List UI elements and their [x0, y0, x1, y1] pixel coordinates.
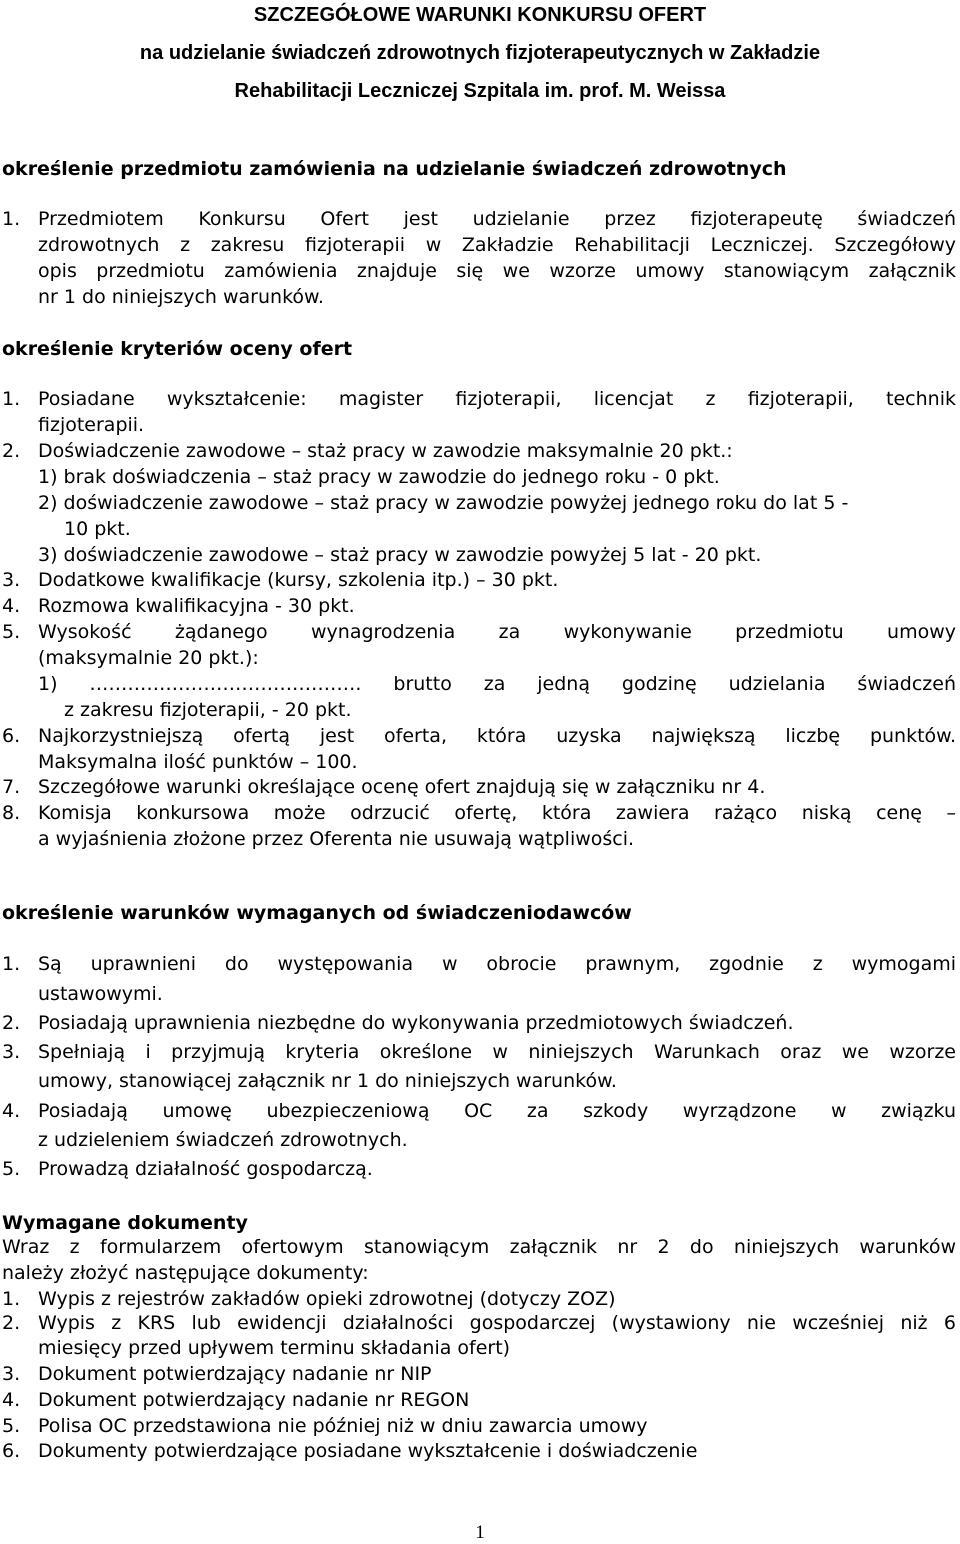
list-number: 3. — [2, 1363, 21, 1385]
title-line-2: na udzielanie świadczeń zdrowotnych fizjoterapeutycznych w Zakładzie — [139, 42, 821, 64]
list-item-line: (maksymalnie 20 pkt.): — [38, 647, 259, 669]
section-heading-criteria: określenie kryteriów oceny ofert — [2, 338, 353, 360]
sub-list-item: 1) brak doświadczenia – staż pracy w zawodzie do jednego roku - 0 pkt. — [38, 466, 720, 488]
sub-list-item: z zakresu fizjoterapii, - 20 pkt. — [64, 699, 352, 721]
section-heading-subject: określenie przedmiotu zamówienia na udzielanie świadczeń zdrowotnych — [2, 158, 787, 180]
list-item-line: Doświadczenie zawodowe – staż pracy w zawodzie maksymalnie 20 pkt.: — [38, 440, 733, 462]
list-number: 4. — [2, 595, 21, 617]
list-item-line: fizjoterapii. — [38, 414, 145, 436]
title-line-3: Rehabilitacji Leczniczej Szpitala im. prof. M. Weissa — [234, 80, 726, 102]
list-number: 1. — [2, 208, 21, 230]
list-number: 6. — [2, 725, 21, 747]
list-item-line: Wypis z rejestrów zakładów opieki zdrowotnej (dotyczy ZOZ) — [38, 1288, 616, 1310]
list-number: 1. — [2, 388, 21, 410]
list-item-line: Wysokość żądanego wynagrodzenia za wykonywanie przedmiotu umowy — [38, 621, 956, 643]
list-item-line: Wypis z KRS lub ewidencji działalności gospodarczej (wystawiony nie wcześniej niż 6 — [38, 1312, 956, 1334]
paragraph-line: nr 1 do niniejszych warunków. — [38, 286, 324, 308]
list-item-line: Posiadają umowę ubezpieczeniową OC za szkody wyrządzone w związku — [38, 1100, 956, 1122]
list-item-line: ustawowymi. — [38, 983, 163, 1005]
paragraph-line: opis przedmiotu zamówienia znajduje się we wzorze umowy stanowiącym załącznik — [38, 260, 956, 282]
sub-list-item: 1) ……………………………………. brutto za jedną godzinę udzielania świadczeń — [38, 673, 956, 695]
list-item-line: Najkorzystniejszą ofertą jest oferta, która uzyska największą liczbę punktów. — [38, 725, 956, 747]
list-number: 7. — [2, 776, 21, 798]
list-item-line: Są uprawnieni do występowania w obrocie prawnym, zgodnie z wymogami — [38, 953, 956, 975]
list-number: 1. — [2, 953, 21, 975]
list-item-line: Szczegółowe warunki określające ocenę ofert znajdują się w załączniku nr 4. — [38, 776, 766, 798]
list-number: 3. — [2, 569, 21, 591]
list-item-line: z udzieleniem świadczeń zdrowotnych. — [38, 1129, 408, 1151]
list-item-line: Komisja konkursowa może odrzucić ofertę, która zawiera rażąco niską cenę – — [38, 802, 956, 824]
list-number: 1. — [2, 1288, 21, 1310]
list-item-line: Dodatkowe kwalifikacje (kursy, szkolenia itp.) – 30 pkt. — [38, 569, 559, 591]
list-item-line: Dokument potwierdzający nadanie nr REGON — [38, 1389, 470, 1411]
sub-list-item: 2) doświadczenie zawodowe – staż pracy w zawodzie powyżej jednego roku do lat 5 - — [38, 492, 849, 514]
sub-list-item: 10 pkt. — [64, 518, 131, 540]
title-line-1: SZCZEGÓŁOWE WARUNKI KONKURSU OFERT — [253, 4, 707, 26]
list-number: 5. — [2, 1158, 21, 1180]
list-item-line: Maksymalna ilość punktów – 100. — [38, 751, 358, 773]
list-item-line: Prowadzą działalność gospodarczą. — [38, 1158, 373, 1180]
list-number: 5. — [2, 621, 21, 643]
list-item-line: Dokumenty potwierdzające posiadane wykształcenie i doświadczenie — [38, 1440, 698, 1462]
list-item-line: umowy, stanowiącej załącznik nr 1 do niniejszych warunków. — [38, 1070, 617, 1092]
list-item-line: miesięcy przed upływem terminu składania ofert) — [38, 1337, 511, 1359]
list-item-line: a wyjaśnienia złożone przez Oferenta nie usuwają wątpliwości. — [38, 828, 635, 850]
list-number: 5. — [2, 1415, 21, 1437]
list-number: 4. — [2, 1100, 21, 1122]
list-item-line: Posiadają uprawnienia niezbędne do wykonywania przedmiotowych świadczeń. — [38, 1012, 794, 1034]
list-item-line: Dokument potwierdzający nadanie nr NIP — [38, 1363, 432, 1385]
intro-line: należy złożyć następujące dokumenty: — [2, 1262, 369, 1284]
list-number: 2. — [2, 440, 21, 462]
section-heading-documents: Wymagane dokumenty — [2, 1212, 248, 1234]
list-number: 8. — [2, 802, 21, 824]
list-item-line: Rozmowa kwalifikacyjna - 30 pkt. — [38, 595, 355, 617]
page-number: 1 — [475, 1522, 485, 1543]
list-number: 4. — [2, 1389, 21, 1411]
list-number: 3. — [2, 1041, 21, 1063]
list-item-line: Posiadane wykształcenie: magister fizjoterapii, licencjat z fizjoterapii, technik — [38, 388, 956, 410]
list-item-line: Spełniają i przyjmują kryteria określone w niniejszych Warunkach oraz we wzorze — [38, 1041, 956, 1063]
list-number: 6. — [2, 1440, 21, 1462]
paragraph-line: Przedmiotem Konkursu Ofert jest udzielanie przez fizjoterapeutę świadczeń — [38, 208, 956, 230]
list-number: 2. — [2, 1012, 21, 1034]
list-item-line: Polisa OC przedstawiona nie później niż w dniu zawarcia umowy — [38, 1415, 648, 1437]
section-heading-requirements: określenie warunków wymaganych od świadczeniodawców — [2, 902, 632, 924]
sub-list-item: 3) doświadczenie zawodowe – staż pracy w zawodzie powyżej 5 lat - 20 pkt. — [38, 544, 762, 566]
list-number: 2. — [2, 1312, 21, 1334]
paragraph-line: zdrowotnych z zakresu fizjoterapii w Zakładzie Rehabilitacji Leczniczej. Szczegółowy — [38, 234, 956, 256]
intro-line: Wraz z formularzem ofertowym stanowiącym załącznik nr 2 do niniejszych warunków — [2, 1236, 956, 1258]
